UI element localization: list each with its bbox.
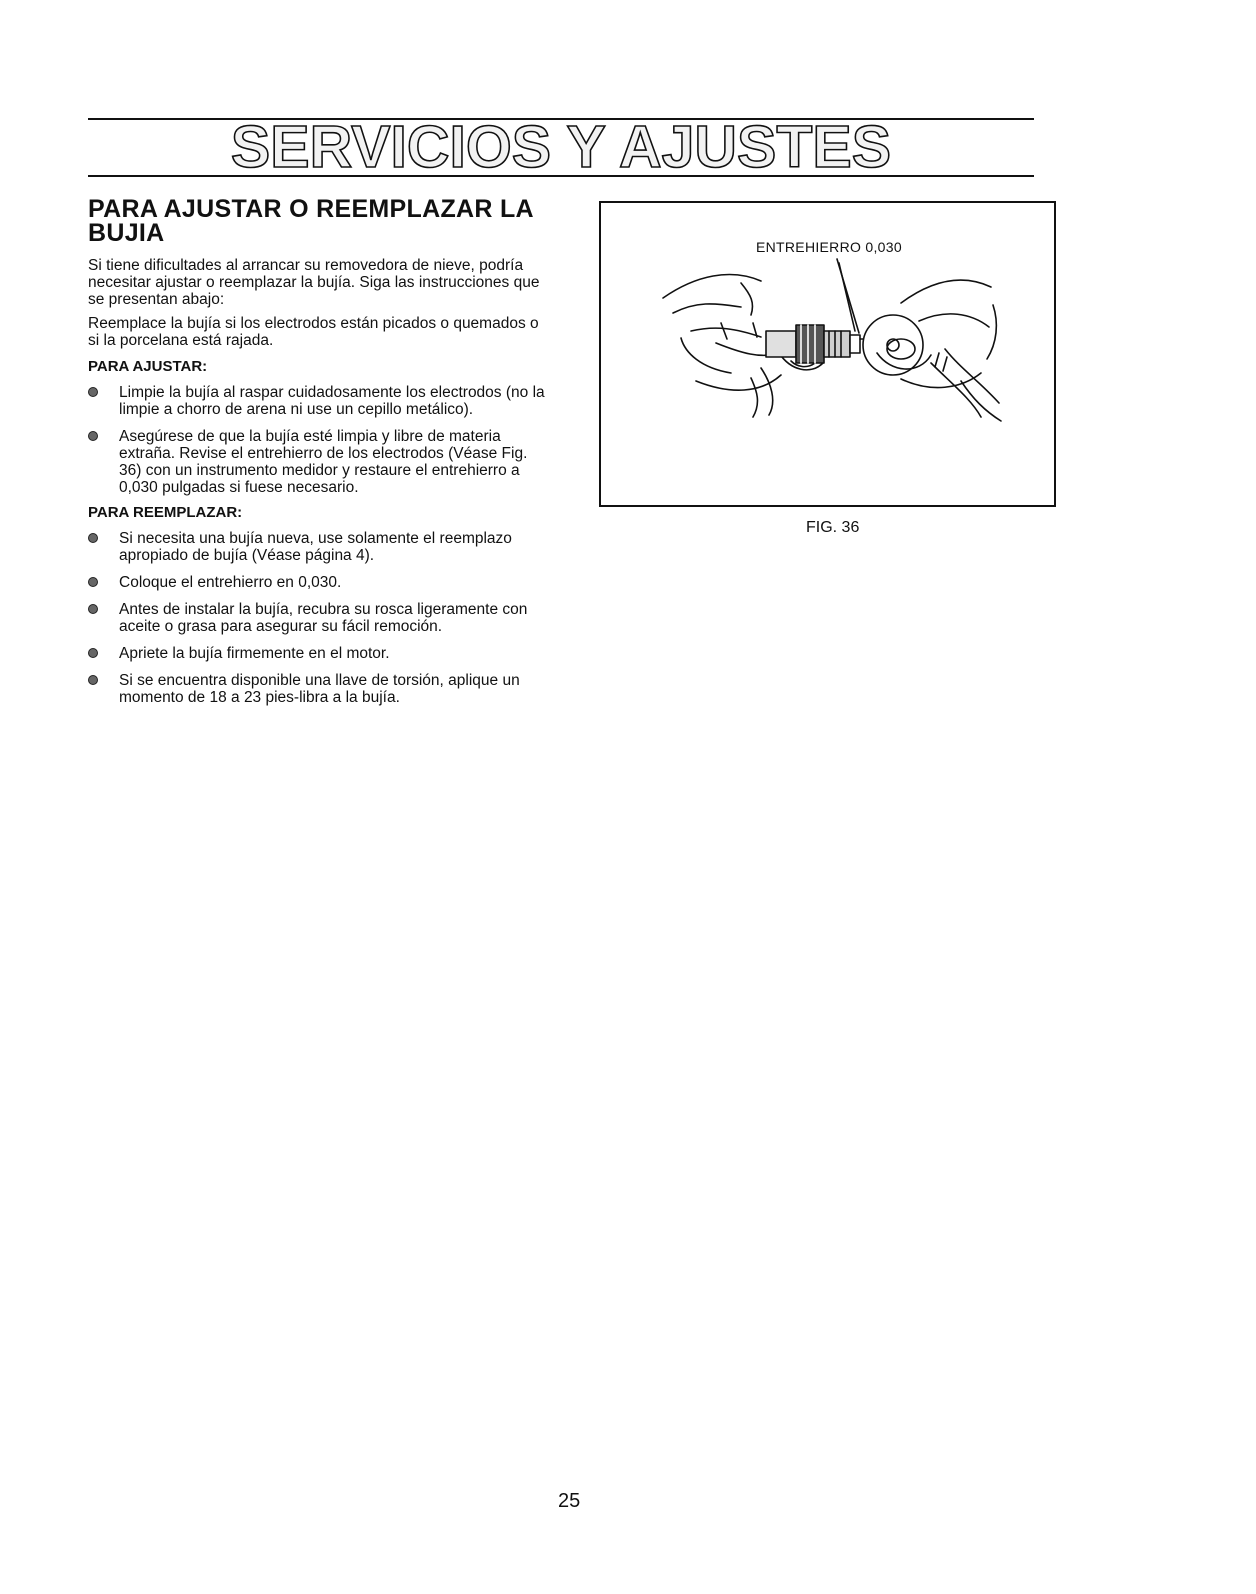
- list-item: [88, 601, 550, 635]
- bullet-icon: [88, 533, 98, 543]
- bullet-icon: [88, 604, 98, 614]
- replace-note: Reemplace la bujía si los electrodos están picados o quemados o si la porcelana está rajada.: [88, 315, 539, 349]
- figure-36-box: [599, 201, 1056, 507]
- figure-caption: FIG. 36: [806, 519, 860, 536]
- page-number: 25: [558, 1490, 581, 1512]
- section-title: [88, 197, 550, 245]
- list-item-text: Asegúrese de que la bujía esté limpia y libre de materia extraña. Revise el entrehierro de los electrodos (Véase Fig. 36) con un instrumento medidor y restaure el entrehierro a 0,030 pulgadas si fuese necesario.: [119, 428, 528, 496]
- list-item-text: Antes de instalar la bujía, recubra su rosca ligeramente con aceite o grasa para asegurar su fácil remoción.: [119, 601, 528, 635]
- intro-paragraph: Si tiene dificultades al arrancar su removedora de nieve, podría necesitar ajustar o reemplazar la bujía. Siga las instrucciones que se presentan abajo:: [88, 257, 540, 308]
- bullet-icon: [88, 648, 98, 658]
- list-item-text: Apriete la bujía firmemente en el motor.: [119, 645, 390, 662]
- replace-heading: PARA REEMPLAZAR:: [88, 504, 243, 521]
- list-item: [88, 645, 550, 662]
- section-title-line2: BUJIA: [88, 219, 165, 247]
- list-item: [88, 574, 550, 591]
- list-item-text: Si se encuentra disponible una llave de torsión, aplique un momento de 18 a 23 pies-libra a la bujía.: [119, 672, 520, 706]
- list-item-text: Coloque el entrehierro en 0,030.: [119, 574, 342, 591]
- bullet-icon: [88, 675, 98, 685]
- list-item: [88, 428, 550, 496]
- section-title-line1: PARA AJUSTAR O REEMPLAZAR LA: [88, 195, 534, 223]
- replace-list: [88, 530, 550, 706]
- list-item: [88, 384, 550, 418]
- instructions-column: [88, 197, 550, 716]
- adjust-list: [88, 384, 550, 496]
- list-item: [88, 530, 550, 564]
- page-title: SERVICIOS Y AJUSTES: [230, 114, 892, 180]
- list-item-text: Si necesita una bujía nueva, use solamente el reemplazo apropiado de bujía (Véase página 4).: [119, 530, 512, 564]
- list-item: [88, 672, 550, 706]
- list-item-text: Limpie la bujía al raspar cuidadosamente los electrodos (no la limpie a chorro de arena ni use un cepillo metálico).: [119, 384, 545, 418]
- title-bottom-rule: [88, 175, 1034, 177]
- spark-plug-gap-illustration-icon: [601, 203, 1054, 505]
- gap-label: ENTREHIERRO 0,030: [756, 239, 902, 255]
- bullet-icon: [88, 577, 98, 587]
- bullet-icon: [88, 431, 98, 441]
- bullet-icon: [88, 387, 98, 397]
- adjust-heading: PARA AJUSTAR:: [88, 358, 208, 375]
